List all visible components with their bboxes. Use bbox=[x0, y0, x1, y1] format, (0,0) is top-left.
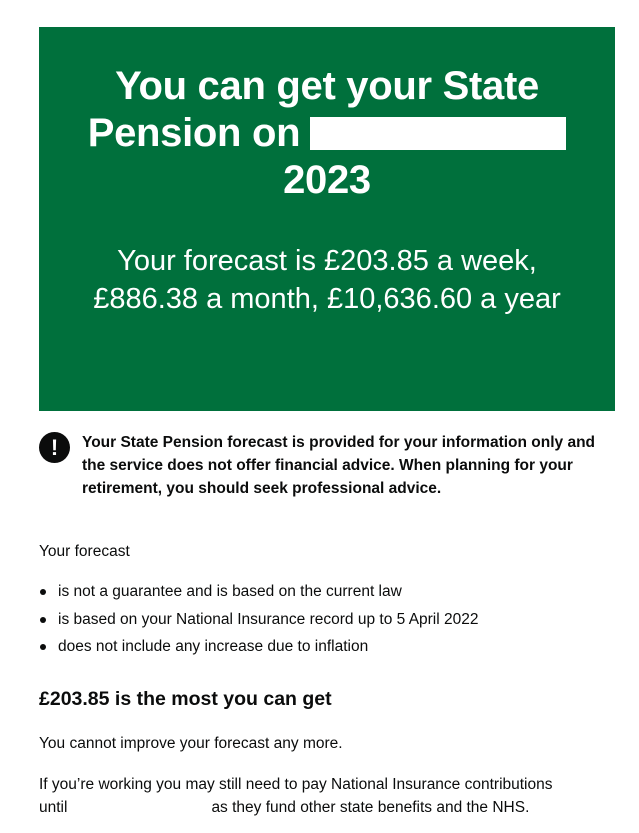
list-item: does not include any increase due to inflation bbox=[39, 636, 478, 664]
forecast-amounts: Your forecast is £203.85 a week, £886.38 a month, £10,636.60 a year bbox=[93, 245, 561, 315]
ni-contributions-text bbox=[39, 773, 615, 819]
cannot-improve-text: You cannot improve your forecast any more. bbox=[39, 735, 343, 752]
warning-callout bbox=[39, 431, 615, 500]
result-panel bbox=[39, 27, 615, 411]
result-panel-title bbox=[79, 63, 575, 204]
max-amount-heading: £203.85 is the most you can get bbox=[39, 688, 332, 710]
title-line-3: 2023 bbox=[283, 158, 371, 202]
warning-icon: ! bbox=[39, 432, 70, 463]
redacted-date-block bbox=[310, 117, 566, 150]
title-line-1: You can get your State bbox=[115, 64, 539, 108]
ni-contributions-until: until bbox=[39, 799, 68, 816]
forecast-intro: Your forecast bbox=[39, 543, 130, 560]
forecast-conditions-list bbox=[39, 581, 478, 664]
warning-text: Your State Pension forecast is provided for your information only and the service does not offer financial advice. When planning for your retirement, you should seek professional advice. bbox=[82, 434, 596, 497]
ni-contributions-rest: as they fund other state benefits and the NHS. bbox=[211, 799, 530, 816]
list-item: is not a guarantee and is based on the current law bbox=[39, 581, 478, 609]
list-item: is based on your National Insurance record up to 5 April 2022 bbox=[39, 609, 478, 637]
ni-contributions-line1: If you’re working you may still need to pay National Insurance contributions bbox=[39, 776, 553, 793]
title-line-2: Pension on bbox=[87, 111, 301, 155]
